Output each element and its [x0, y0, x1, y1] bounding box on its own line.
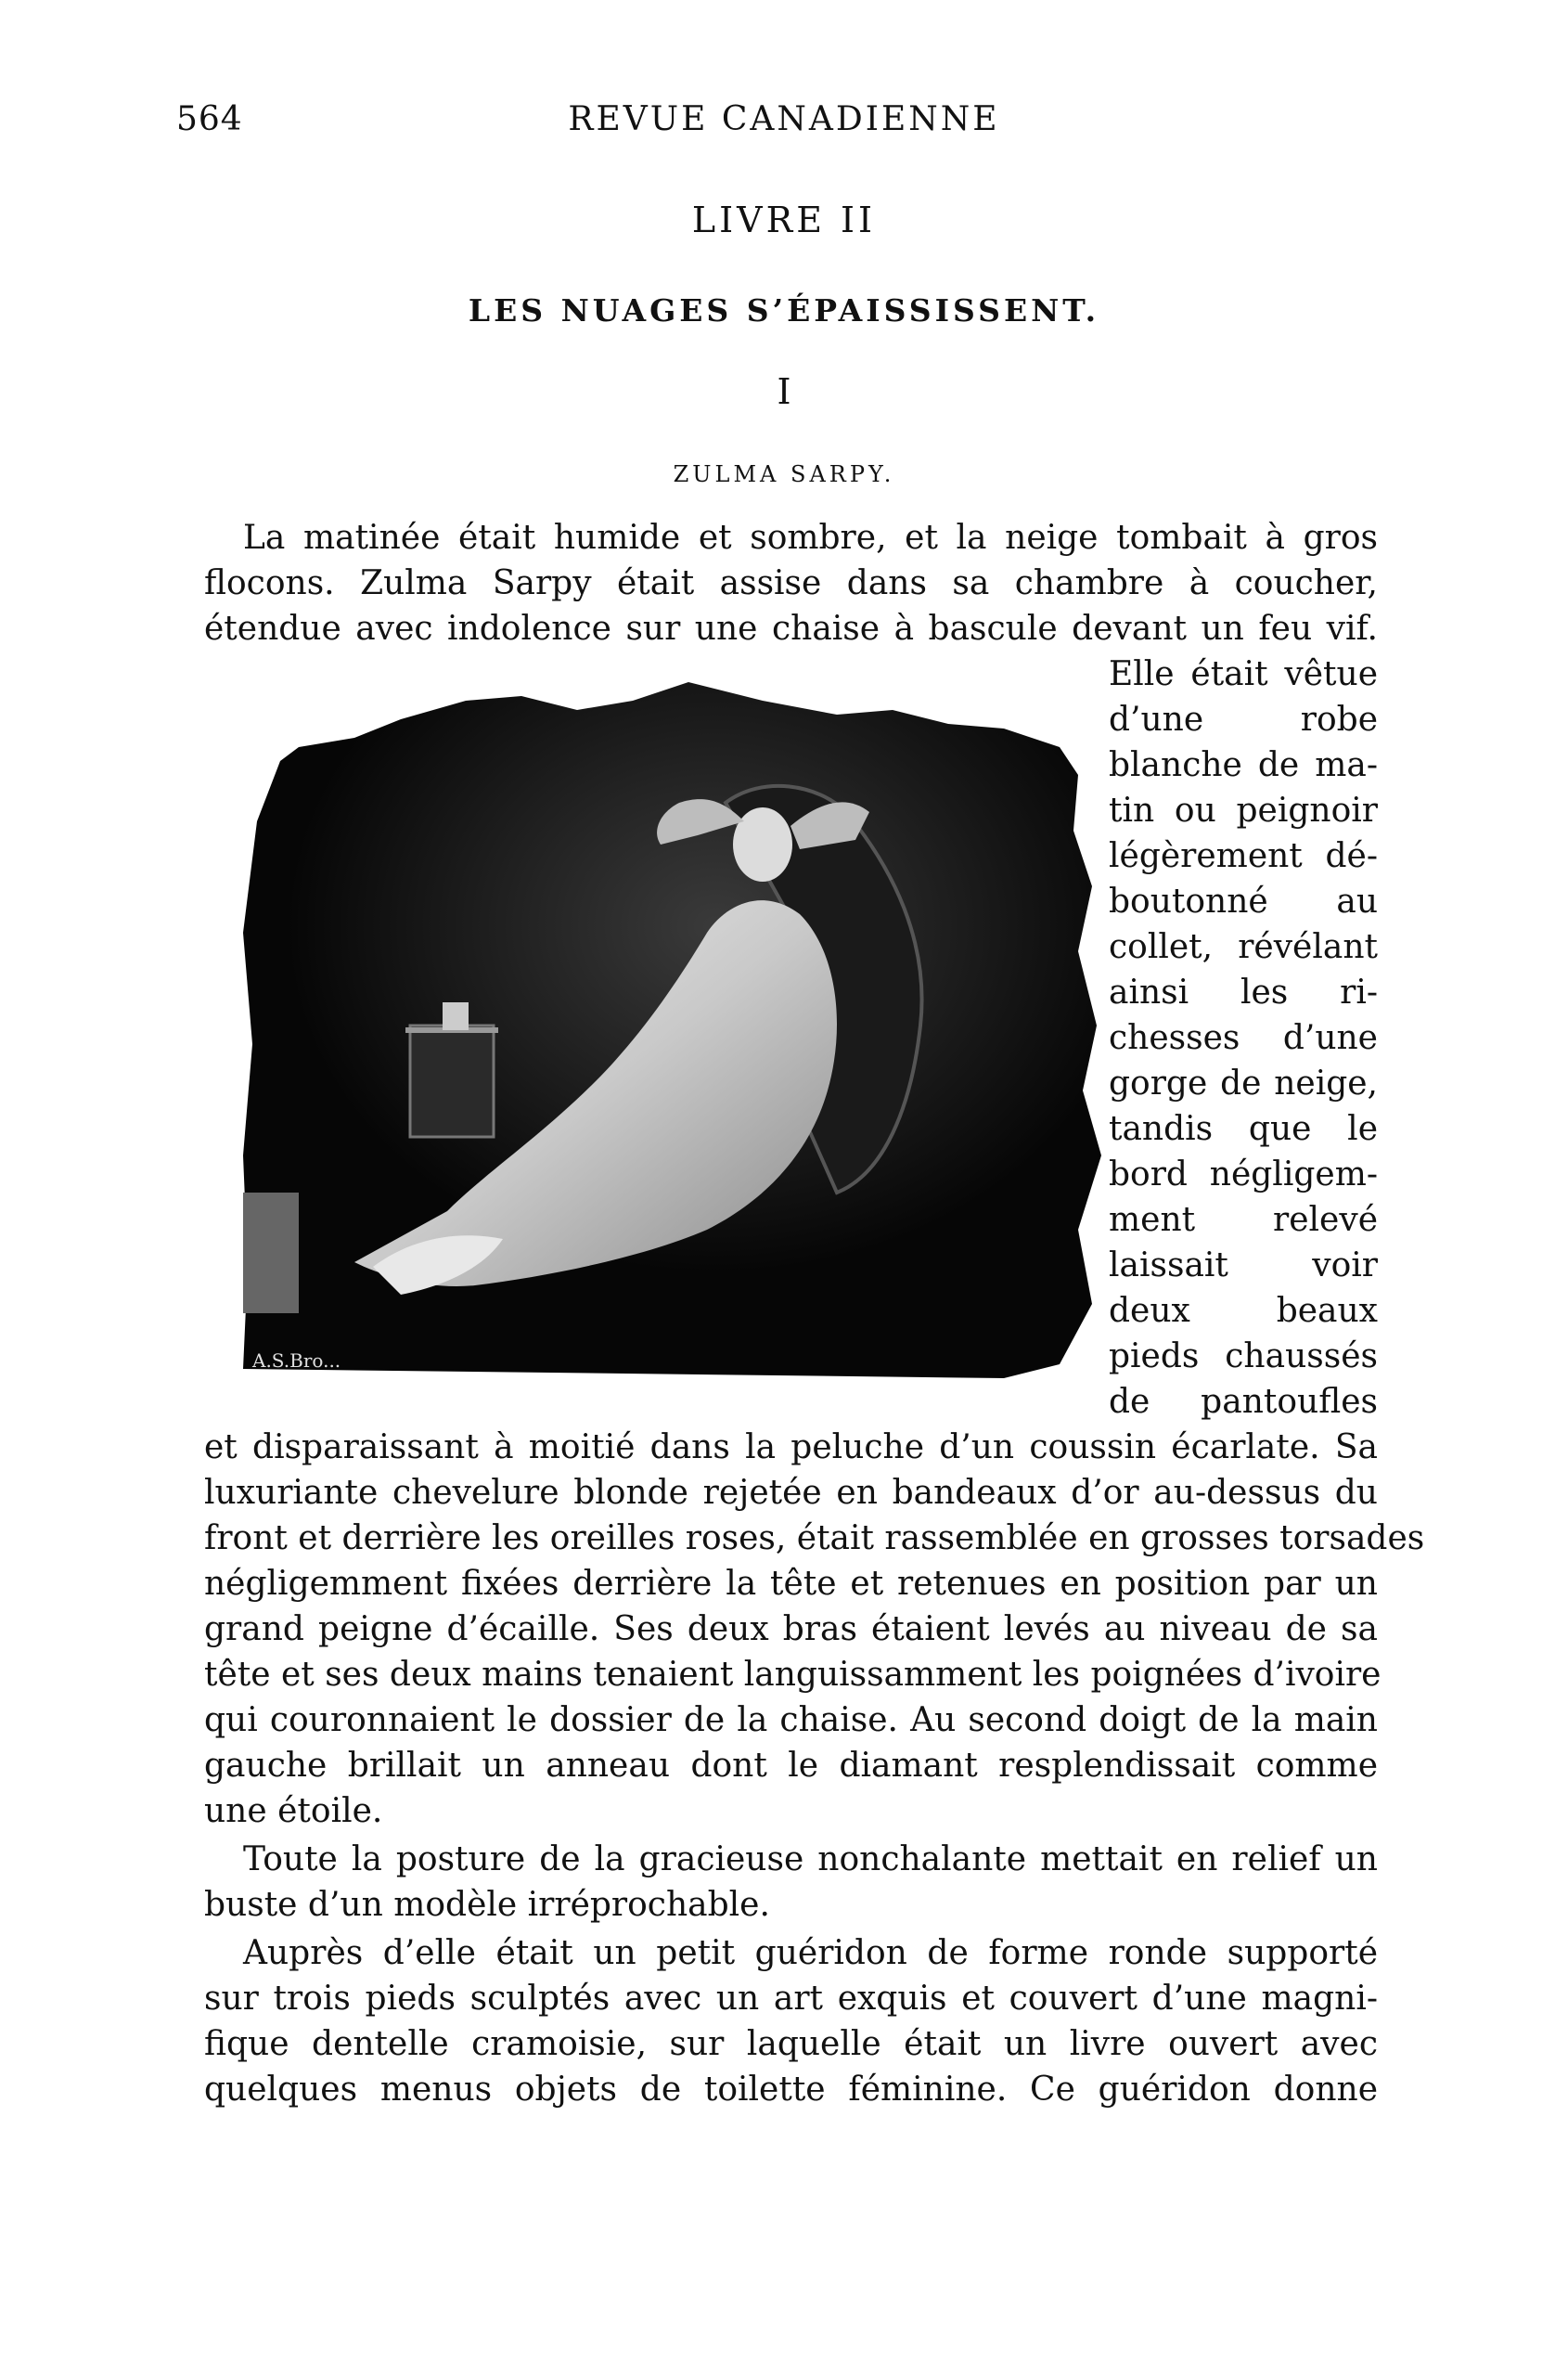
text-line: luxuriante chevelure blonde rejetée en bandeaux d’or au-dessus du — [204, 1474, 1378, 1512]
book-heading: LIVRE II — [691, 200, 877, 240]
text-line: et disparaissant à moitié dans la peluche d’un coussin écarlate. Sa — [204, 1428, 1378, 1466]
text-line: qui couronnaient le dossier de la chaise. Au second doigt de la main — [204, 1701, 1378, 1739]
text-line: La matinée était humide et sombre, et la neige tombait à gros — [243, 519, 1378, 557]
text-line: ment relevé — [1109, 1201, 1378, 1239]
part-title: LES NUAGES S’ÉPAISSISSENT. — [468, 292, 1100, 329]
text-line: gauche brillait un anneau dont le diamant resplendissait comme — [204, 1747, 1378, 1785]
text-line: Elle était vêtue — [1109, 655, 1378, 693]
text-line: blanche de ma- — [1109, 746, 1378, 784]
text-line: front et derrière les oreilles roses, était rassemblée en grosses torsades — [204, 1519, 1425, 1557]
text-line: Toute la posture de la gracieuse nonchalante mettait en relief un — [243, 1840, 1378, 1878]
text-line: ainsi les ri- — [1109, 974, 1378, 1012]
text-line: fique dentelle cramoisie, sur laquelle était un livre ouvert avec — [204, 2025, 1378, 2063]
illustration-woman-in-rocking-chair — [243, 673, 1101, 1387]
text-line: bord négligem- — [1109, 1155, 1378, 1193]
text-line: grand peigne d’écaille. Ses deux bras étaient levés au niveau de sa — [204, 1610, 1378, 1648]
table-object — [443, 1002, 469, 1030]
text-line: une étoile. — [204, 1792, 383, 1830]
text-line: buste d’un modèle irréprochable. — [204, 1886, 770, 1924]
text-line: pieds chaussés — [1109, 1337, 1378, 1375]
text-line: légèrement dé- — [1109, 837, 1378, 875]
chapter-number: I — [777, 371, 791, 412]
text-line: flocons. Zulma Sarpy était assise dans sa chambre à coucher, — [204, 564, 1378, 602]
side-table — [410, 1026, 494, 1137]
running-head — [176, 100, 1392, 156]
text-line: deux beaux — [1109, 1292, 1378, 1330]
page-number: 564 — [176, 100, 243, 138]
artist-signature: A.S.Bro... — [252, 1349, 341, 1372]
text-line: Auprès d’elle était un petit guéridon de forme ronde supporté — [243, 1934, 1378, 1972]
text-line: tête et ses deux mains tenaient languissamment les poignées d’ivoire — [204, 1656, 1382, 1694]
text-line: tandis que le — [1109, 1110, 1378, 1148]
text-line: d’une robe — [1109, 701, 1378, 739]
chapter-title: ZULMA SARPY. — [673, 461, 895, 487]
text-line: négligemment fixées derrière la tête et retenues en position par un — [204, 1565, 1378, 1603]
text-line: quelques menus objets de toilette féminine. Ce guéridon donne — [204, 2071, 1378, 2109]
text-line: laissait voir — [1109, 1246, 1378, 1284]
text-line: sur trois pieds sculptés avec un art exquis et couvert d’une magni- — [204, 1980, 1378, 2018]
text-line: boutonné au — [1109, 883, 1378, 921]
text-line: gorge de neige, — [1109, 1064, 1378, 1103]
text-line: étendue avec indolence sur une chaise à bascule devant un feu vif. — [204, 610, 1378, 648]
journal-title: REVUE CANADIENNE — [568, 100, 1000, 138]
text-line: collet, révélant — [1109, 928, 1378, 966]
fireplace-edge — [243, 1193, 299, 1313]
text-line: tin ou peignoir — [1109, 792, 1378, 830]
text-line: de pantoufles — [1109, 1383, 1378, 1421]
text-line: chesses d’une — [1109, 1019, 1378, 1057]
head — [733, 807, 792, 882]
